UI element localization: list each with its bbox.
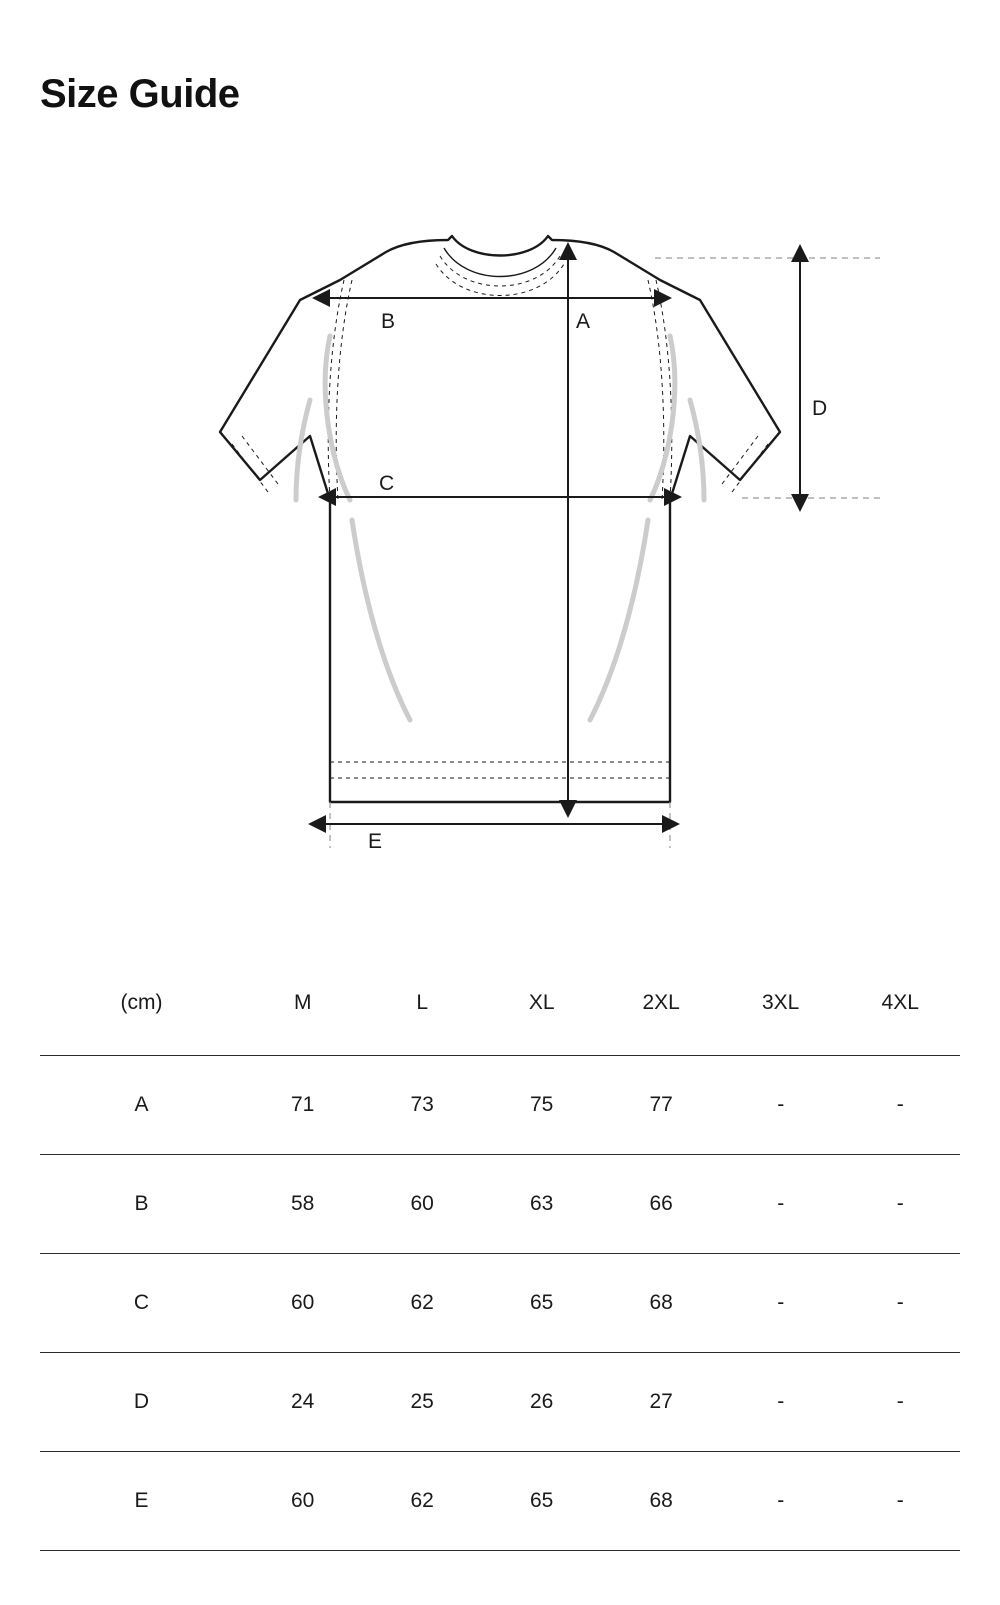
size-table [40,950,960,1551]
cell-b-l: 60 [362,1155,482,1254]
cell-e-xl: 65 [482,1452,602,1551]
table-header-row [40,950,960,1056]
cell-e-2xl: 68 [601,1452,721,1551]
measurement-label-d: D [40,1353,243,1452]
cell-e-3xl: - [721,1452,841,1551]
cell-d-l: 25 [362,1353,482,1452]
cell-c-4xl: - [840,1254,960,1353]
table-row [40,1254,960,1353]
measurement-label-b: B [40,1155,243,1254]
tshirt-measurement-svg [0,200,1000,900]
size-column-header-xl: XL [482,950,602,1056]
cell-a-l: 73 [362,1056,482,1155]
dimension-label-d: D [812,397,828,420]
cell-a-xl: 75 [482,1056,602,1155]
cell-b-2xl: 66 [601,1155,721,1254]
size-column-header-2xl: 2XL [601,950,721,1056]
cell-d-3xl: - [721,1353,841,1452]
dimension-label-a: A [576,310,591,333]
page-title: Size Guide [40,72,240,116]
size-table-head [40,950,960,1056]
size-column-header-4xl: 4XL [840,950,960,1056]
measurement-label-e: E [40,1452,243,1551]
size-table-body [40,1056,960,1551]
cell-c-xl: 65 [482,1254,602,1353]
measurement-label-c: C [40,1254,243,1353]
cell-d-xl: 26 [482,1353,602,1452]
cell-c-m: 60 [243,1254,363,1353]
size-column-header-l: L [362,950,482,1056]
cell-d-4xl: - [840,1353,960,1452]
cell-a-3xl: - [721,1056,841,1155]
cell-c-2xl: 68 [601,1254,721,1353]
cell-e-4xl: - [840,1452,960,1551]
cell-a-4xl: - [840,1056,960,1155]
cell-c-l: 62 [362,1254,482,1353]
size-column-header-3xl: 3XL [721,950,841,1056]
cell-b-xl: 63 [482,1155,602,1254]
cell-a-2xl: 77 [601,1056,721,1155]
table-row [40,1452,960,1551]
table-row [40,1155,960,1254]
dimension-label-b: B [381,310,396,333]
tshirt-outline [220,236,780,802]
cell-e-l: 62 [362,1452,482,1551]
size-column-header-m: M [243,950,363,1056]
measurement-label-a: A [40,1056,243,1155]
dimension-label-e: E [368,830,383,853]
table-row [40,1056,960,1155]
cell-b-m: 58 [243,1155,363,1254]
tshirt-diagram [0,200,1000,900]
table-row [40,1353,960,1452]
unit-header: (cm) [40,950,243,1056]
cell-a-m: 71 [243,1056,363,1155]
cell-b-4xl: - [840,1155,960,1254]
dimension-label-c: C [379,472,395,495]
cell-d-2xl: 27 [601,1353,721,1452]
cell-d-m: 24 [243,1353,363,1452]
cell-b-3xl: - [721,1155,841,1254]
cell-e-m: 60 [243,1452,363,1551]
cell-c-3xl: - [721,1254,841,1353]
